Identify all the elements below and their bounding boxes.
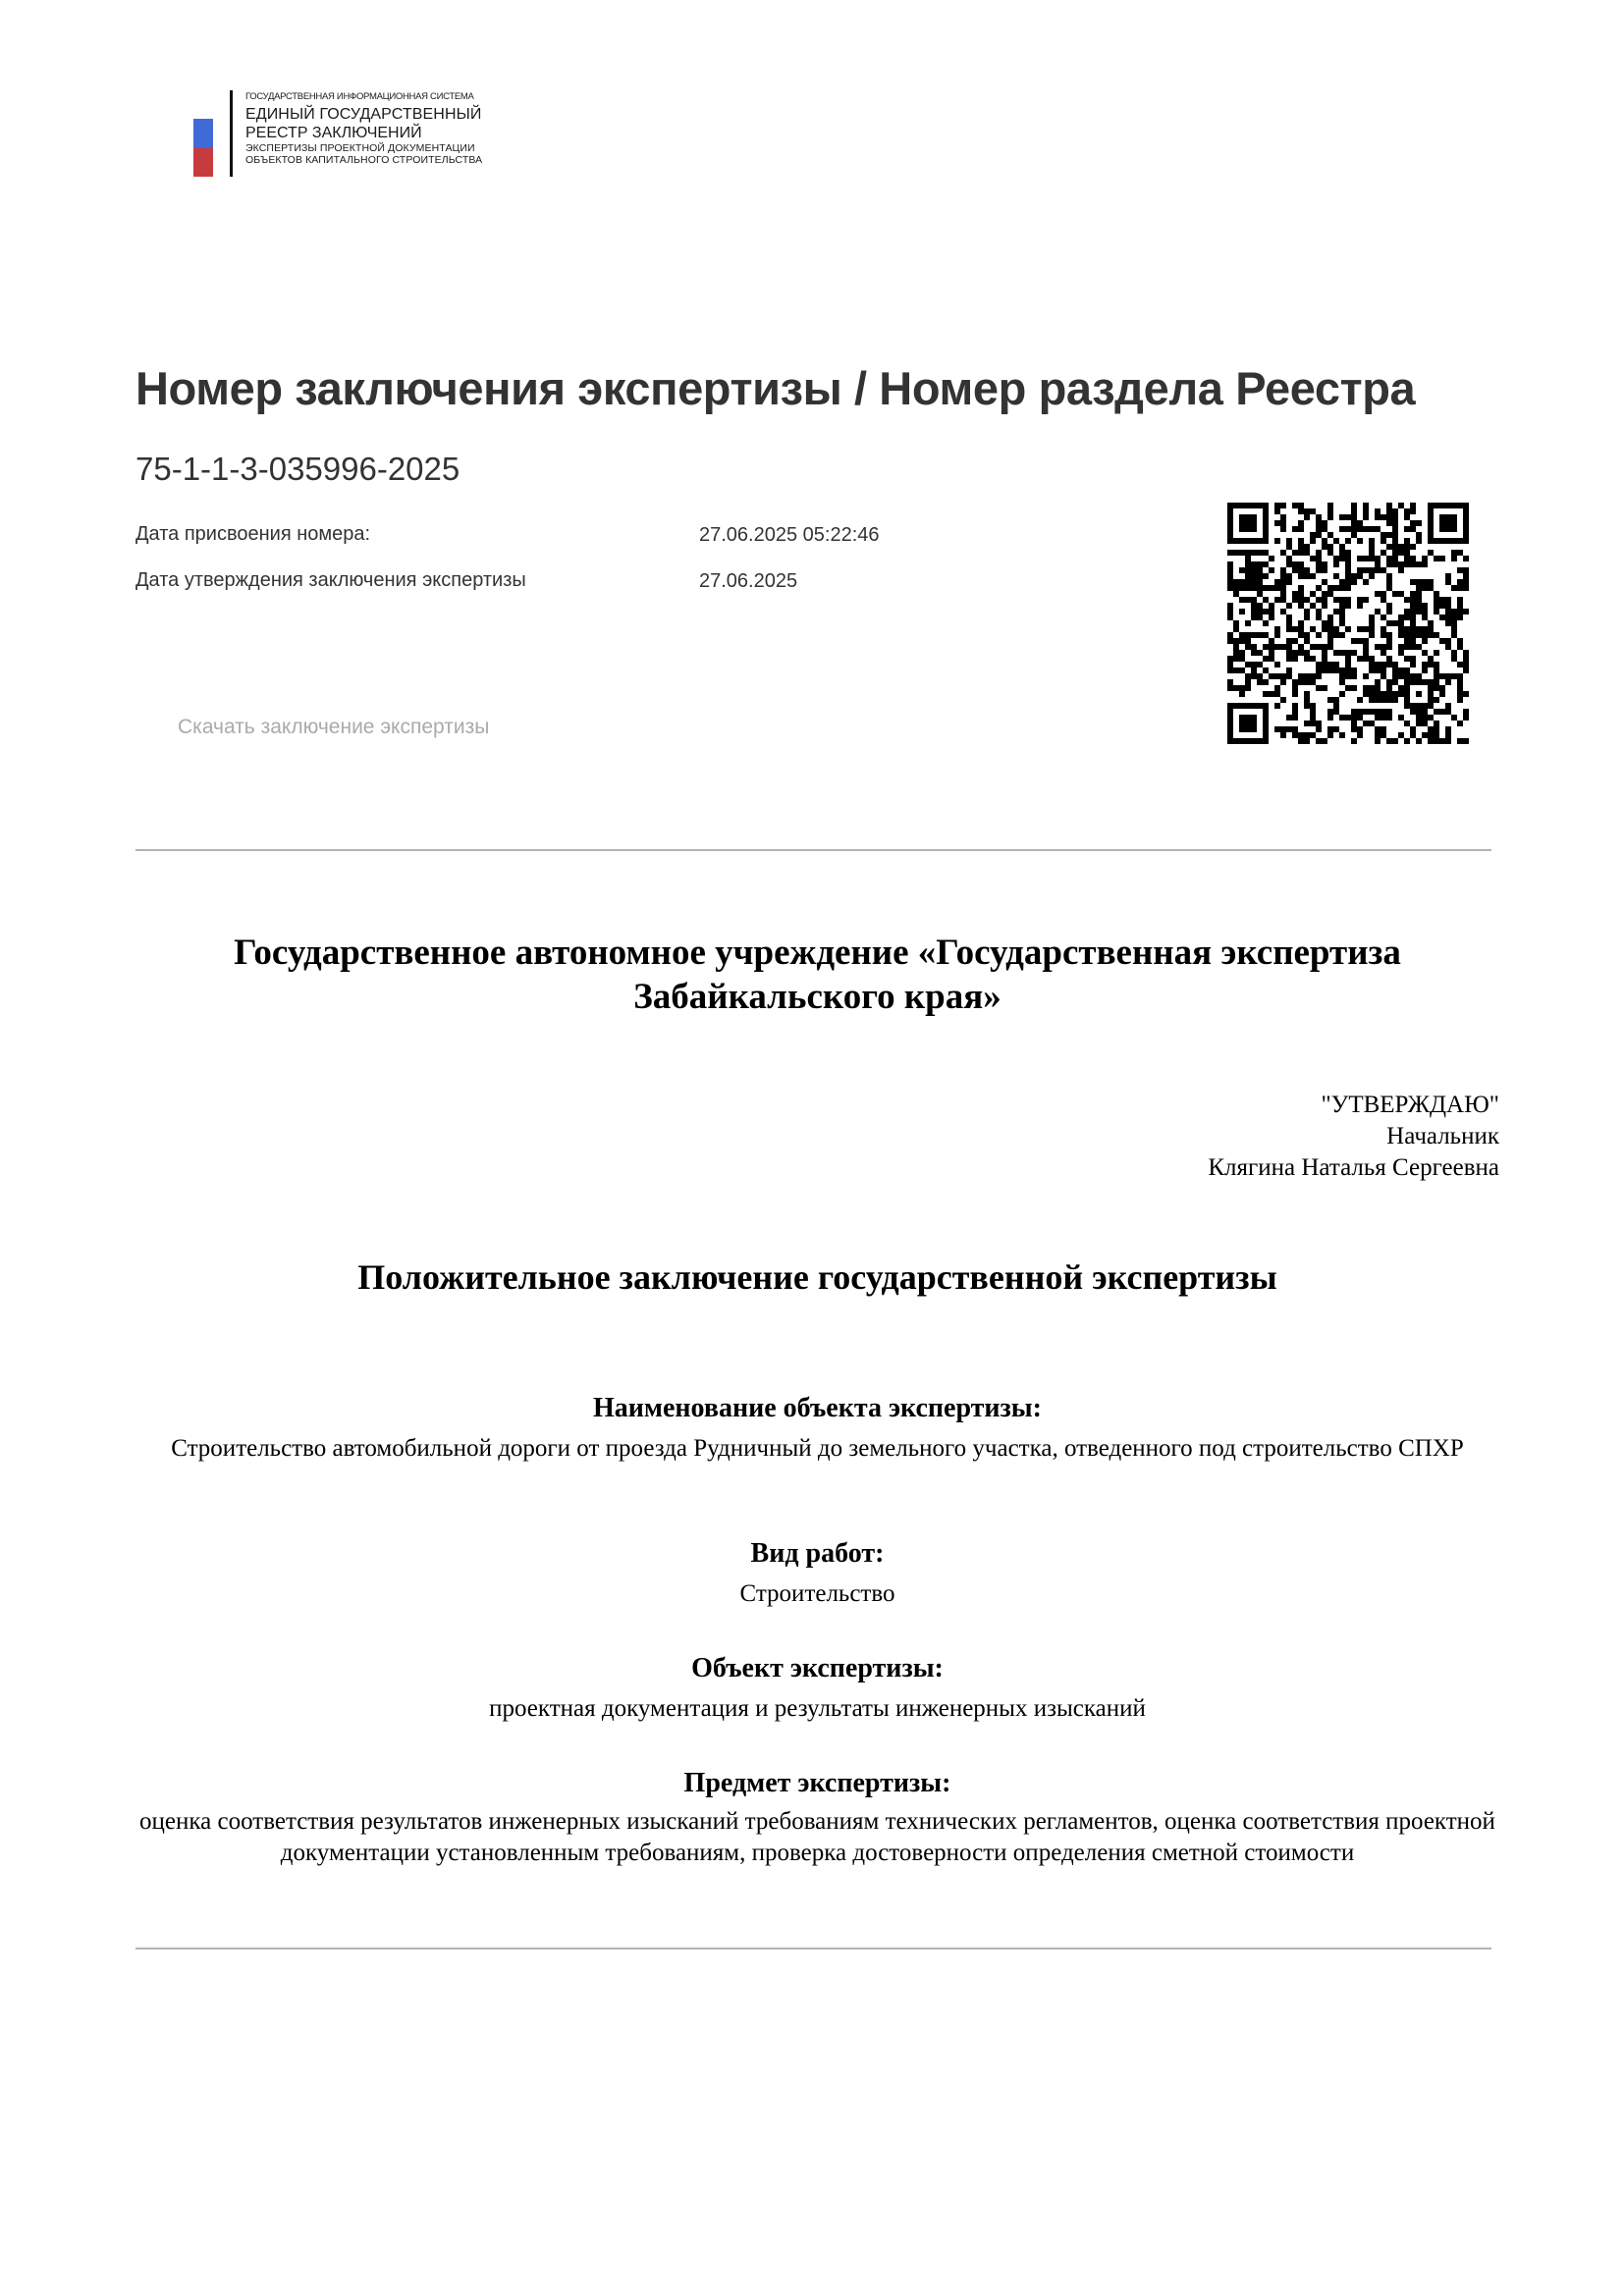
- approver-position: Начальник: [1386, 1123, 1499, 1149]
- approver-name: Клягина Наталья Сергеевна: [1208, 1154, 1499, 1181]
- page-title: Номер заключения экспертизы / Номер раздела Реестра: [135, 362, 1416, 414]
- field-value: Строительство: [739, 1580, 895, 1607]
- field-label: Вид работ:: [750, 1538, 885, 1569]
- conclusion-number: 75-1-1-3-035996-2025: [135, 451, 460, 487]
- organization-line-2: Забайкальского края»: [633, 977, 1001, 1017]
- field-label: Наименование объекта экспертизы:: [593, 1393, 1042, 1423]
- approval-block: [1208, 1090, 1499, 1184]
- field-work-type: [135, 1537, 1499, 1610]
- organization-line-1: Государственное автономное учреждение «Государственная экспертиза: [234, 933, 1401, 973]
- flag-red-stripe: [193, 148, 213, 177]
- approval-stamp: "УТВЕРЖДАЮ": [1321, 1092, 1499, 1118]
- organization-name: [135, 931, 1499, 1019]
- logo-divider: [230, 90, 233, 177]
- meta-row-approval-date: [135, 569, 798, 592]
- field-object-name: [135, 1392, 1499, 1465]
- logo-line-5: ОБЪЕКТОВ КАПИТАЛЬНОГО СТРОИТЕЛЬСТВА: [245, 154, 483, 166]
- field-expertise-subject: [135, 1767, 1499, 1869]
- download-conclusion-link[interactable]: Скачать заключение экспертизы: [178, 716, 490, 738]
- field-label: Предмет экспертизы:: [683, 1768, 951, 1798]
- field-value: проектная документация и результаты инженерных изысканий: [489, 1695, 1146, 1722]
- flag-blue-stripe: [193, 119, 213, 148]
- logo-line-3: РЕЕСТР ЗАКЛЮЧЕНИЙ: [245, 124, 422, 141]
- registry-logo: [193, 90, 527, 179]
- logo-line-1: ГОСУДАРСТВЕННАЯ ИНФОРМАЦИОННАЯ СИСТЕМА: [245, 91, 474, 102]
- document-title: Положительное заключение государственной экспертизы: [357, 1257, 1277, 1297]
- section-divider: [135, 849, 1491, 851]
- logo-text: [245, 90, 482, 166]
- meta-label: Дата присвоения номера:: [135, 523, 371, 545]
- logo-line-2: ЕДИНЫЙ ГОСУДАРСТВЕННЫЙ: [245, 105, 482, 123]
- section-divider: [135, 1948, 1491, 1949]
- field-label: Объект экспертизы:: [691, 1653, 944, 1683]
- meta-row-assign-date: [135, 523, 880, 546]
- meta-value: 27.06.2025: [699, 570, 798, 592]
- field-value: Строительство автомобильной дороги от проезда Рудничный до земельного участка, отведенного под строительство СПХР: [171, 1435, 1464, 1462]
- logo-line-4: ЭКСПЕРТИЗЫ ПРОЕКТНОЙ ДОКУМЕНТАЦИИ: [245, 141, 475, 154]
- field-expertise-object: [135, 1652, 1499, 1725]
- meta-label: Дата утверждения заключения экспертизы: [135, 569, 526, 591]
- qr-code-icon: [1227, 503, 1469, 744]
- meta-value: 27.06.2025 05:22:46: [699, 524, 880, 546]
- field-value: оценка соответствия результатов инженерных изысканий требованиям технических регламентов, оценка соответствия проектной документации установленным требованиям, проверка достоверности определения сметной стоимости: [139, 1808, 1495, 1866]
